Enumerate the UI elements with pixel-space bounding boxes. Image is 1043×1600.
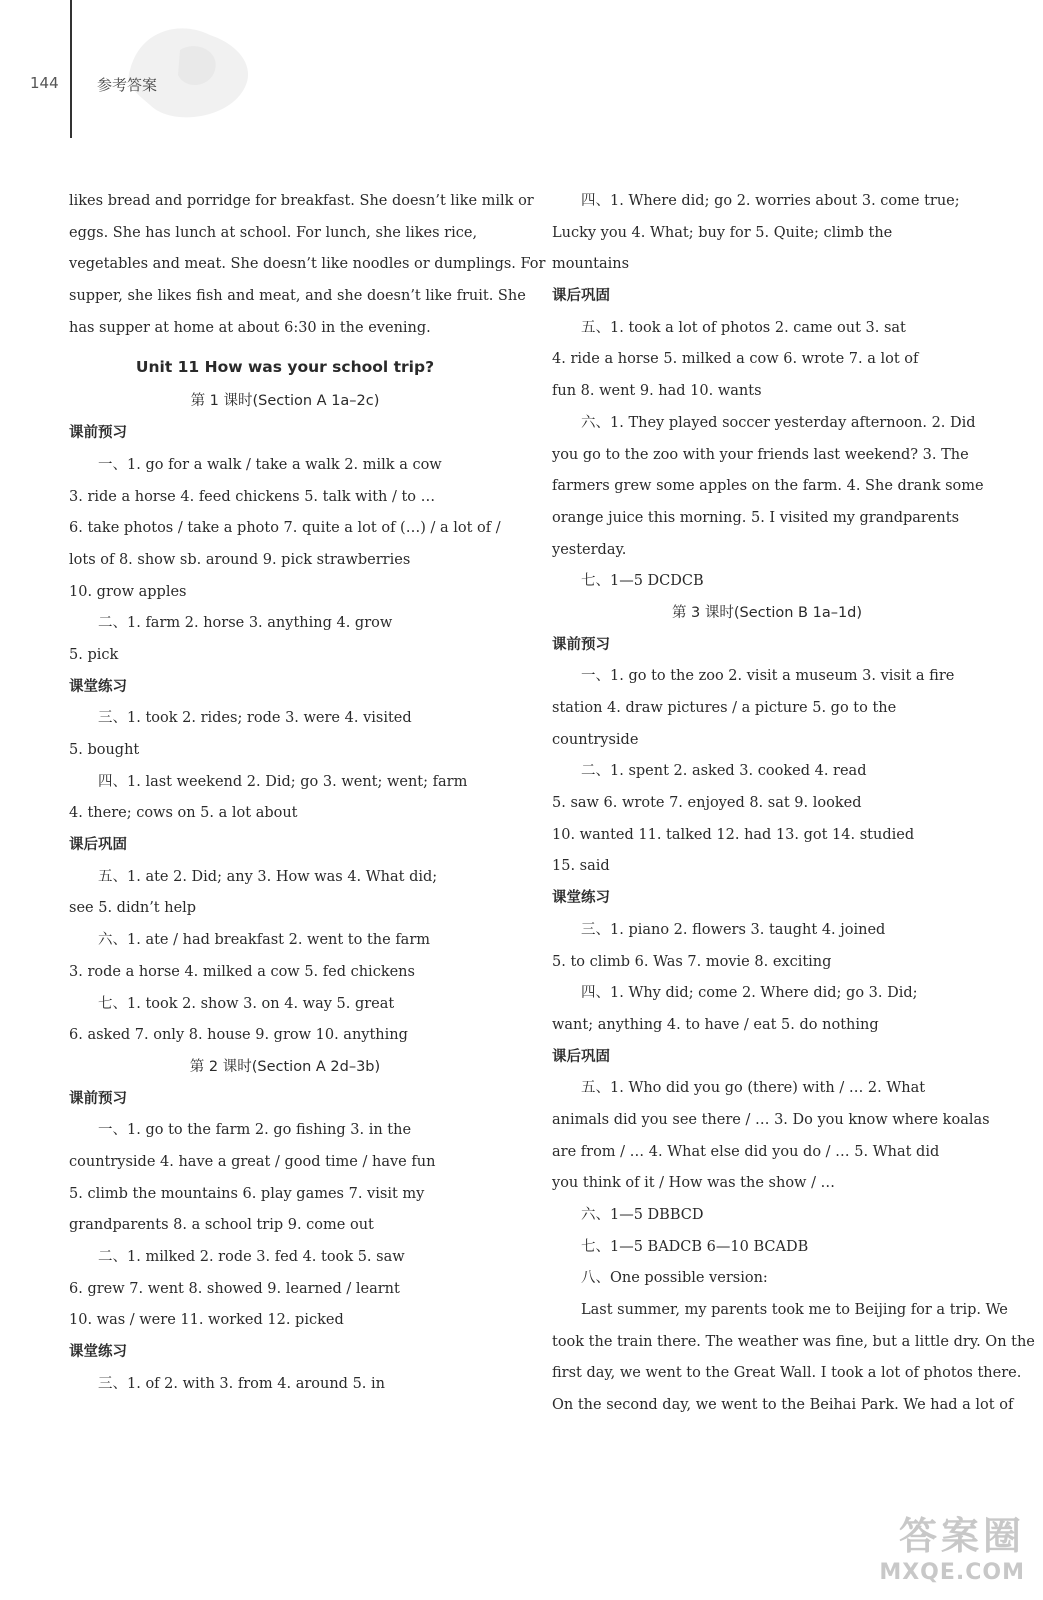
section-heading: 课后巩固 — [552, 1048, 610, 1065]
answer-line: 5. saw 6. wrote 7. enjoyed 8. sat 9. looked — [552, 795, 862, 812]
lesson-title: 第 2 课时(Section A 2d–3b) — [189, 1058, 381, 1075]
unit-title: Unit 11 How was your school trip? — [135, 358, 435, 377]
answer-line: Last summer, my parents took me to Beijing for a trip. We — [581, 1302, 1008, 1319]
answer-line: took the train there. The weather was fine, but a little dry. On the — [552, 1333, 1035, 1350]
answer-line: are from / … 4. What else did you do / … 5. What did — [552, 1143, 940, 1160]
answer-line: 10. grow apples — [69, 583, 187, 600]
answer-line: farmers grew some apples on the farm. 4. She drank some — [552, 478, 984, 495]
answer-line: animals did you see there / … 3. Do you know where koalas — [552, 1111, 990, 1128]
right-column — [552, 186, 1035, 1422]
answer-line: 5. to climb 6. Was 7. movie 8. exciting — [552, 953, 832, 970]
answer-line: want; anything 4. to have / eat 5. do nothing — [552, 1016, 879, 1033]
answer-line: 3. ride a horse 4. feed chickens 5. talk with / to … — [69, 488, 436, 505]
answer-line: 三、1. piano 2. flowers 3. taught 4. joined — [581, 921, 886, 938]
answer-line: vegetables and meat. She doesn’t like noodles or dumplings. For — [69, 256, 546, 273]
answer-line: countryside 4. have a great / good time / have fun — [69, 1153, 436, 1170]
answer-line: 七、1—5 BADCB 6—10 BCADB — [581, 1238, 809, 1255]
answer-line: 5. climb the mountains 6. play games 7. visit my — [69, 1185, 425, 1202]
section-heading: 课前预习 — [552, 636, 610, 653]
answer-line: 四、1. Why did; come 2. Where did; go 3. Did; — [581, 985, 918, 1002]
answer-line: fun 8. went 9. had 10. wants — [552, 383, 762, 400]
section-heading: 课前预习 — [69, 1090, 127, 1107]
header-divider — [70, 0, 72, 138]
watermark-url: MXQE.COM — [879, 1560, 1025, 1585]
answer-line: lots of 8. show sb. around 9. pick strawberries — [69, 551, 411, 568]
answer-line: Lucky you 4. What; buy for 5. Quite; climb the — [552, 224, 893, 241]
answer-line: 六、1. ate / had breakfast 2. went to the farm — [98, 932, 431, 949]
header-decoration — [120, 10, 270, 130]
answer-line: On the second day, we went to the Beihai Park. We had a lot of — [552, 1397, 1014, 1414]
answer-line: mountains — [552, 256, 630, 273]
answer-line: 五、1. took a lot of photos 2. came out 3. sat — [581, 319, 906, 336]
section-heading: 课后巩固 — [552, 288, 610, 305]
watermark-logo: 答案圈 — [898, 1514, 1025, 1558]
answer-line: 3. rode a horse 4. milked a cow 5. fed chickens — [69, 963, 415, 980]
answer-line: first day, we went to the Great Wall. I took a lot of photos there. — [552, 1365, 1022, 1382]
page-number: 144 — [30, 74, 59, 92]
answer-line: 二、1. farm 2. horse 3. anything 4. grow — [98, 615, 393, 632]
answer-line: 七、1—5 DCDCB — [581, 573, 704, 590]
section-heading: 课堂练习 — [552, 890, 610, 907]
answer-line: 一、1. go to the farm 2. go fishing 3. in the — [98, 1122, 412, 1139]
answer-line: station 4. draw pictures / a picture 5. go to the — [552, 700, 897, 716]
answer-line: 10. was / were 11. worked 12. picked — [69, 1312, 344, 1329]
section-heading: 课前预习 — [69, 425, 127, 442]
answer-line: 六、1—5 DBBCD — [581, 1207, 704, 1223]
answer-line: yesterday. — [552, 541, 627, 558]
lesson-title: 第 1 课时(Section A 1a–2c) — [190, 393, 380, 410]
answer-line: 6. take photos / take a photo 7. quite a lot of (…) / a lot of / — [69, 520, 501, 537]
section-heading: 课后巩固 — [69, 837, 127, 854]
answer-line: 四、1. Where did; go 2. worries about 3. come true; — [581, 193, 960, 209]
answer-line: 4. ride a horse 5. milked a cow 6. wrote 7. a lot of — [552, 351, 919, 368]
answer-line: 六、1. They played soccer yesterday afternoon. 2. Did — [581, 414, 976, 431]
answer-line: 4. there; cows on 5. a lot about — [69, 805, 298, 822]
answer-line: grandparents 8. a school trip 9. come out — [69, 1217, 374, 1234]
answer-line: see 5. didn’t help — [69, 900, 197, 917]
answer-line: you think of it / How was the show / … — [552, 1175, 836, 1192]
answer-line: eggs. She has lunch at school. For lunch, she likes rice, — [69, 224, 478, 241]
answer-line: 四、1. last weekend 2. Did; go 3. went; went; farm — [98, 773, 468, 790]
answer-line: 15. said — [552, 858, 610, 875]
section-heading: 课堂练习 — [69, 1344, 127, 1361]
page-header — [0, 0, 1043, 150]
answer-line: countryside — [552, 731, 639, 748]
answer-line: likes bread and porridge for breakfast. She doesn’t like milk or — [69, 193, 534, 209]
answer-line: 八、One possible version: — [581, 1270, 768, 1287]
answer-line: 三、1. took 2. rides; rode 3. were 4. visited — [98, 710, 412, 727]
answer-line: has supper at home at about 6:30 in the evening. — [69, 319, 431, 336]
answer-line: 二、1. milked 2. rode 3. fed 4. took 5. saw — [98, 1249, 405, 1265]
answer-line: orange juice this morning. 5. I visited my grandparents — [552, 509, 960, 526]
answer-line: 10. wanted 11. talked 12. had 13. got 14. studied — [552, 826, 915, 843]
answer-line: supper, she likes fish and meat, and she doesn’t like fruit. She — [69, 288, 526, 305]
answer-line: 三、1. of 2. with 3. from 4. around 5. in — [98, 1375, 385, 1392]
lesson-title: 第 3 课时(Section B 1a–1d) — [671, 604, 863, 621]
answer-line: 6. grew 7. went 8. showed 9. learned / learnt — [69, 1280, 400, 1297]
answer-line: 一、1. go for a walk / take a walk 2. milk a cow — [98, 456, 442, 473]
answer-line: 5. bought — [69, 742, 140, 758]
answer-line: 五、1. Who did you go (there) with / … 2. What — [581, 1080, 926, 1097]
section-heading: 课堂练习 — [69, 678, 127, 695]
left-column — [69, 186, 546, 1400]
answer-line: 二、1. spent 2. asked 3. cooked 4. read — [581, 763, 867, 780]
answer-line: 七、1. took 2. show 3. on 4. way 5. great — [98, 995, 395, 1012]
answer-line: 五、1. ate 2. Did; any 3. How was 4. What did; — [98, 868, 438, 885]
answer-line: 一、1. go to the zoo 2. visit a museum 3. visit a fire — [581, 668, 955, 685]
answer-line: 5. pick — [69, 646, 119, 663]
site-watermark — [795, 1512, 1025, 1592]
answer-line: you go to the zoo with your friends last weekend? 3. The — [552, 446, 969, 463]
page-header-title: 参考答案 — [97, 76, 158, 94]
answer-line: 6. asked 7. only 8. house 9. grow 10. anything — [69, 1027, 408, 1044]
